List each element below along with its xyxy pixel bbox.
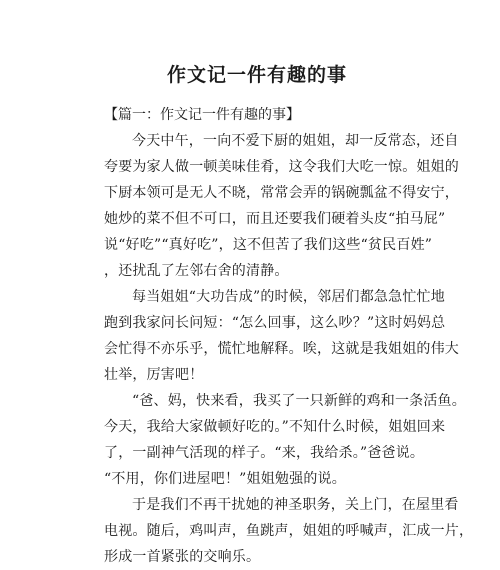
text-line: 会忙得不亦乐乎，慌忙地解释。唉，这就是我姐姐的伟大 xyxy=(104,341,459,357)
text-line: 今天，我给大家做顿好吃的。”不知什么时候，姐姐回来 xyxy=(104,419,446,435)
text-line: 每当姐姐“大功告成”的时候，邻居们都急急忙忙地 xyxy=(132,289,445,305)
text-line: 于是我们不再干扰她的神圣职务，关上门，在屋里看 xyxy=(132,497,459,513)
text-line: 了，一副神气活现的样子。“来，我给杀。”爸爸说。 xyxy=(104,445,425,461)
text-line: 电视。随后，鸡叫声，鱼跳声，姐姐的呼喊声，汇成一片， xyxy=(104,523,474,539)
paragraph-3 xyxy=(104,388,466,492)
paragraph-1 xyxy=(104,128,459,284)
paragraph-4 xyxy=(104,492,474,570)
text-line: 夸要为家人做一顿美味佳肴，这令我们大吃一惊。姐姐的 xyxy=(104,159,459,175)
text-line: 她炒的菜不但不可口，而且还要我们硬着头皮“拍马屁” xyxy=(104,211,446,227)
text-line: 壮举，厉害吧！ xyxy=(104,367,204,383)
text-line: “不用，你们进屋吧！”姐姐勉强的说。 xyxy=(104,471,346,487)
section-heading: 【篇一：作文记一件有趣的事】 xyxy=(104,107,300,123)
text-line: ，还扰乱了左邻右舍的清静。 xyxy=(104,263,289,279)
document-title: 作文记一件有趣的事 xyxy=(166,64,347,86)
paragraph-2 xyxy=(104,284,459,388)
text-line: 下厨本领可是无人不晓，常常会弄的锅碗瓢盆不得安宁， xyxy=(104,185,459,201)
text-line: 跑到我家问长问短：“怎么回事，这么吵？”这时妈妈总 xyxy=(104,315,446,331)
text-line: 说“好吃”“真好吃”，这不但苦了我们这些“贫民百姓” xyxy=(104,237,433,253)
text-line: “爸、妈，快来看，我买了一只新鲜的鸡和一条活鱼。 xyxy=(132,393,466,409)
text-line: 形成一首紧张的交响乐。 xyxy=(104,549,261,565)
text-line: 今天中午，一向不爱下厨的姐姐，却一反常态，还自 xyxy=(132,133,459,149)
